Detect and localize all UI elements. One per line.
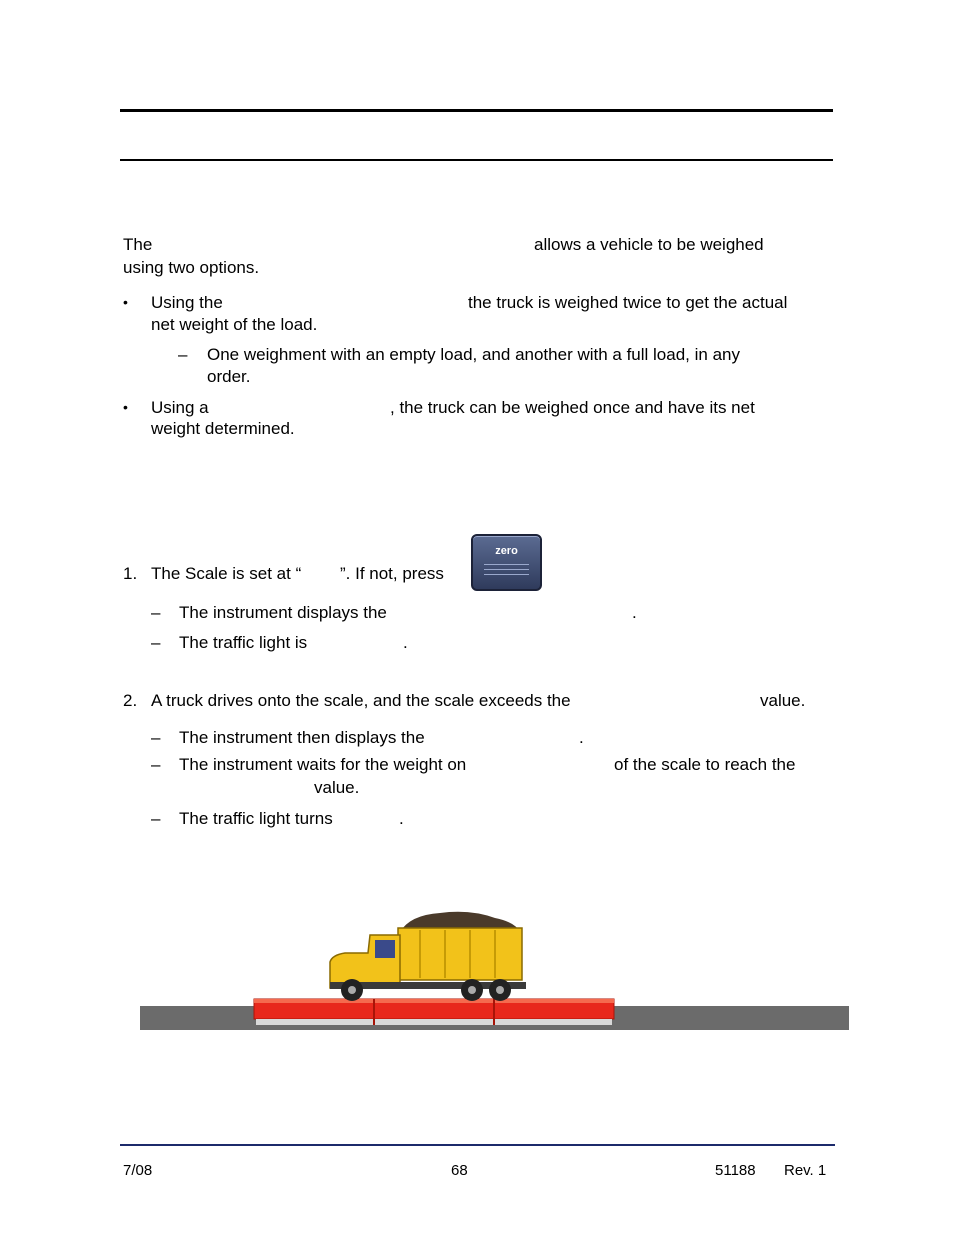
scale-base: [256, 1019, 612, 1025]
dash-glyph: –: [151, 633, 161, 652]
step2-sub1-start: The instrument then displays the: [179, 728, 425, 747]
bullet1-text-start: Using the: [151, 293, 223, 312]
step2-sub2-start: The instrument waits for the weight on: [179, 755, 467, 774]
bullet1-text-end: the truck is weighed twice to get the actual: [468, 293, 788, 312]
step2-text-end: value.: [760, 691, 806, 710]
sub-bullet-line2: order.: [207, 367, 251, 386]
step1-sub2-end: .: [403, 633, 408, 652]
bullet2-text-start: Using a: [151, 398, 209, 417]
footer-page-number: 68: [451, 1162, 468, 1179]
cab-window: [375, 940, 395, 958]
step2-sub3-start: The traffic light turns: [179, 809, 333, 828]
rear-wheel-hub: [468, 986, 476, 994]
footer-doc-number: 51188: [715, 1162, 756, 1179]
bullet1-text-line2: net weight of the load.: [151, 315, 318, 334]
step1-sub2-start: The traffic light is: [179, 633, 308, 652]
dash-glyph: –: [151, 603, 161, 622]
dash-glyph: –: [151, 728, 161, 747]
intro-text-line2: using two options.: [123, 258, 260, 277]
bullet-glyph: •: [123, 294, 128, 310]
step1-text-end: ”. If not, press: [340, 564, 444, 583]
front-wheel-hub: [348, 986, 356, 994]
step2-text-start: A truck drives onto the scale, and the scale exceeds the: [151, 691, 571, 710]
step2-sub2-middle: of the scale to reach the: [614, 755, 796, 774]
scale-deck-top: [254, 999, 614, 1003]
footer-date: 7/08: [123, 1162, 153, 1179]
bullet2-text-end: , the truck can be weighed once and have its net: [390, 398, 755, 417]
step2-sub3-end: .: [399, 809, 404, 828]
rear-wheel-hub: [496, 986, 504, 994]
dash-glyph: –: [151, 755, 161, 774]
bullet2-text-line2: weight determined.: [151, 419, 295, 438]
dash-glyph: –: [178, 345, 188, 364]
step2-sub1-end: .: [579, 728, 584, 747]
dump-body: [398, 928, 522, 980]
intro-text-start: The: [123, 235, 153, 254]
zero-button-label: zero: [495, 545, 518, 557]
footer-revision: Rev. 1: [784, 1162, 827, 1179]
step1-number: 1.: [123, 564, 138, 583]
bullet-glyph: •: [123, 399, 128, 415]
step1-text-start: The Scale is set at “: [151, 564, 302, 583]
step1-sub1-end: .: [632, 603, 637, 622]
step2-sub2-line2: value.: [314, 778, 360, 797]
intro-text-end: allows a vehicle to be weighed: [534, 235, 764, 254]
footer-rule: [120, 1144, 835, 1146]
step1-sub1-start: The instrument displays the: [179, 603, 387, 622]
sub-bullet-line1: One weighment with an empty load, and another with a full load, in any: [207, 345, 740, 364]
dash-glyph: –: [151, 809, 161, 828]
step2-number: 2.: [123, 691, 138, 710]
